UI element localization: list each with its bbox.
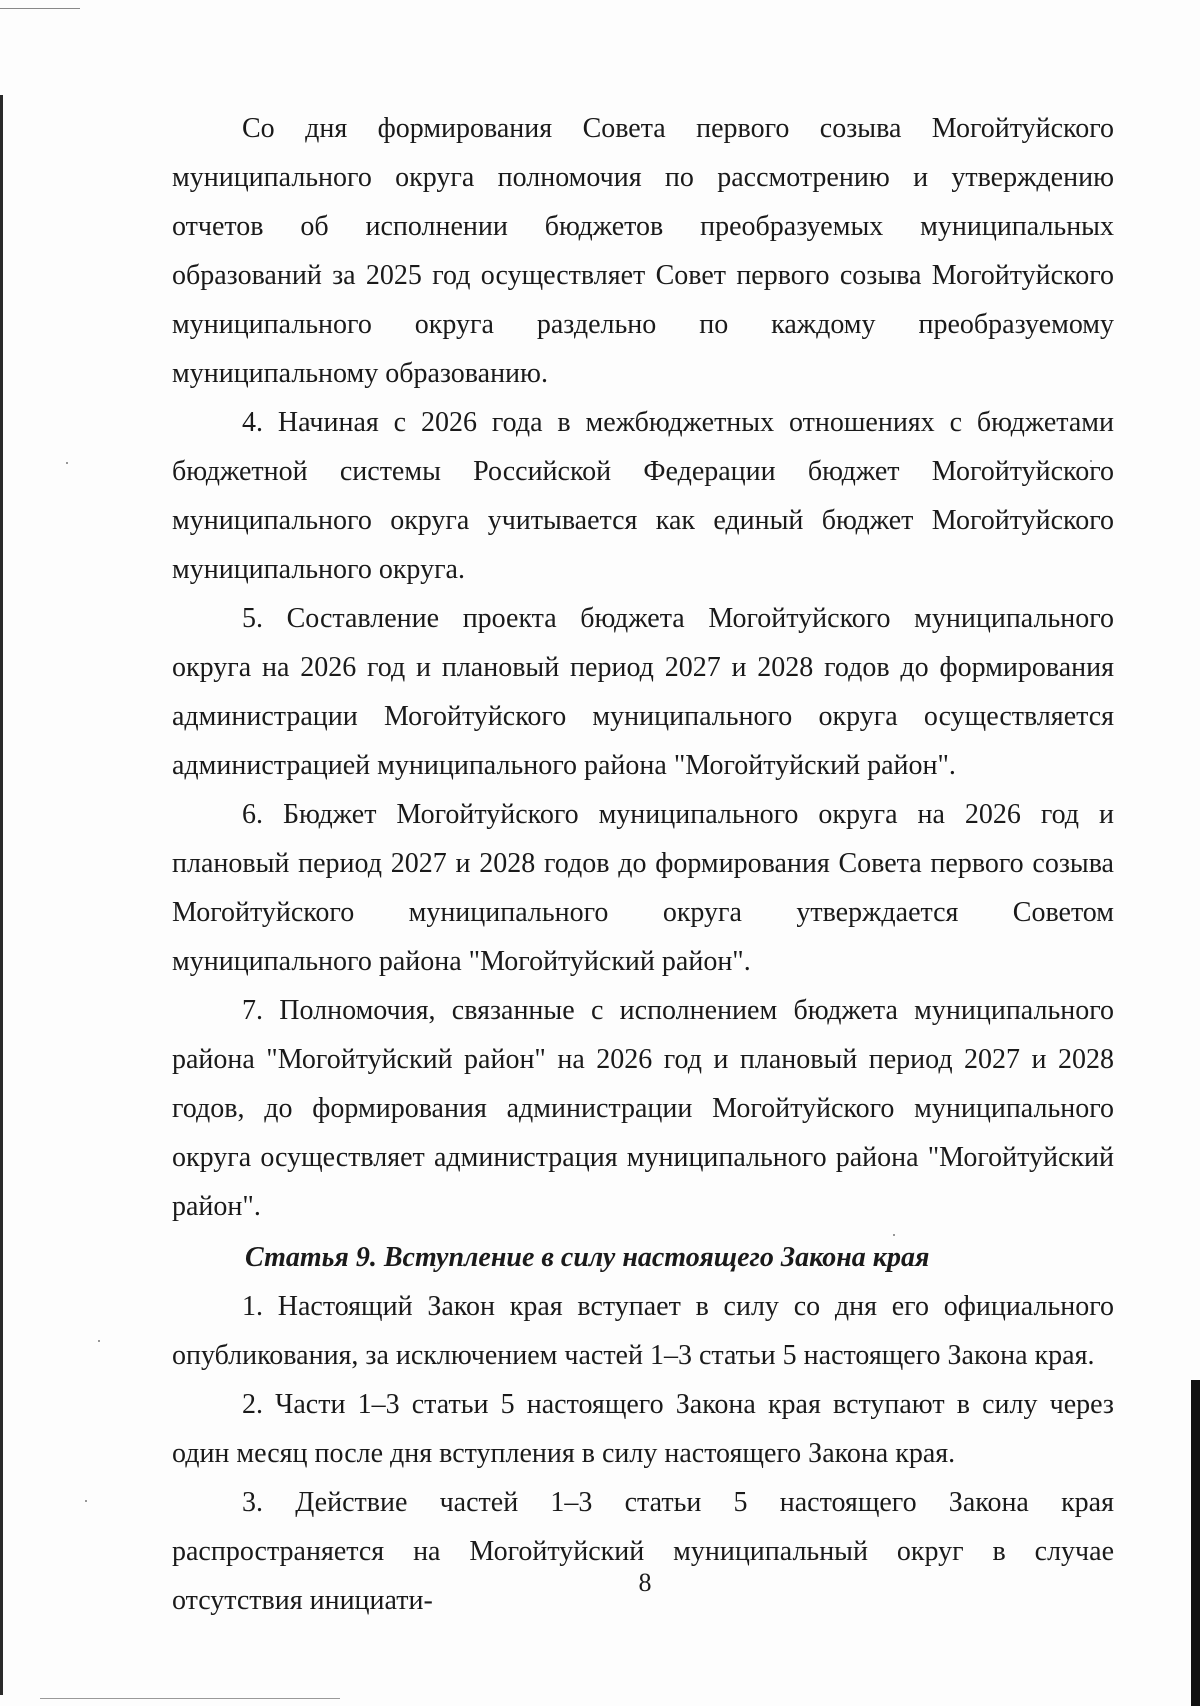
scan-edge-left: [0, 95, 3, 1695]
scan-speck: [98, 1340, 100, 1342]
paragraph-item-4: 4. Начиная с 2026 года в межбюджетных отношениях с бюджетами бюджетной системы Российской Федерации бюджет Могойтуйского муниципального округа учитывается как единый бюджет Могойтуйского муниципального округа.: [172, 407, 1114, 585]
scan-edge-right: [1191, 1380, 1200, 1706]
paragraph-article9-item-3: 3. Действие частей 1–3 статьи 5 настоящего Закона края распространяется на Могойтуйский муниципальный округ в случае отсутствия инициати-: [172, 1487, 1114, 1616]
article-heading: Статья 9. Вступление в силу настоящего Закона края: [245, 1242, 930, 1273]
scan-artifact-top: [0, 8, 80, 9]
scan-speck: [66, 462, 68, 464]
page-number: 8: [638, 1568, 652, 1597]
paragraph-item-7: 7. Полномочия, связанные с исполнением бюджета муниципального района "Могойтуйский район" на 2026 год и плановый период 2027 и 2028 годов, до формирования администрации Могойтуйского муниципального округа осуществляет администрация муниципального района "Могойтуйский район".: [172, 995, 1114, 1222]
document-body: [172, 104, 1114, 1625]
paragraph-council-reports: Со дня формирования Совета первого созыва Могойтуйского муниципального округа полномочия по рассмотрению и утверждению отчетов об исполнении бюджетов преобразуемых муниципальных образований за 2025 год осуществляет Совет первого созыва Могойтуйского муниципального округа раздельно по каждому преобразуемому муниципальному образованию.: [172, 113, 1114, 389]
paragraph-item-6: 6. Бюджет Могойтуйского муниципального округа на 2026 год и плановый период 2027 и 2028 годов до формирования Совета первого созыва Могойтуйского муниципального округа утверждается Советом муниципального района "Могойтуйский район".: [172, 799, 1114, 977]
paragraph-article9-item-2: 2. Части 1–3 статьи 5 настоящего Закона края вступают в силу через один месяц после дня вступления в силу настоящего Закона края.: [172, 1389, 1114, 1469]
scan-speck: [85, 1500, 87, 1502]
paragraph-item-5: 5. Составление проекта бюджета Могойтуйского муниципального округа на 2026 год и плановый период 2027 и 2028 годов до формирования администрации Могойтуйского муниципального округа осуществляется администрацией муниципального района "Могойтуйский район".: [172, 603, 1114, 781]
scan-artifact-bottom: [40, 1698, 340, 1699]
paragraph-article9-item-1: 1. Настоящий Закон края вступает в силу со дня его официального опубликования, за исключением частей 1–3 статьи 5 настоящего Закона края.: [172, 1291, 1114, 1371]
